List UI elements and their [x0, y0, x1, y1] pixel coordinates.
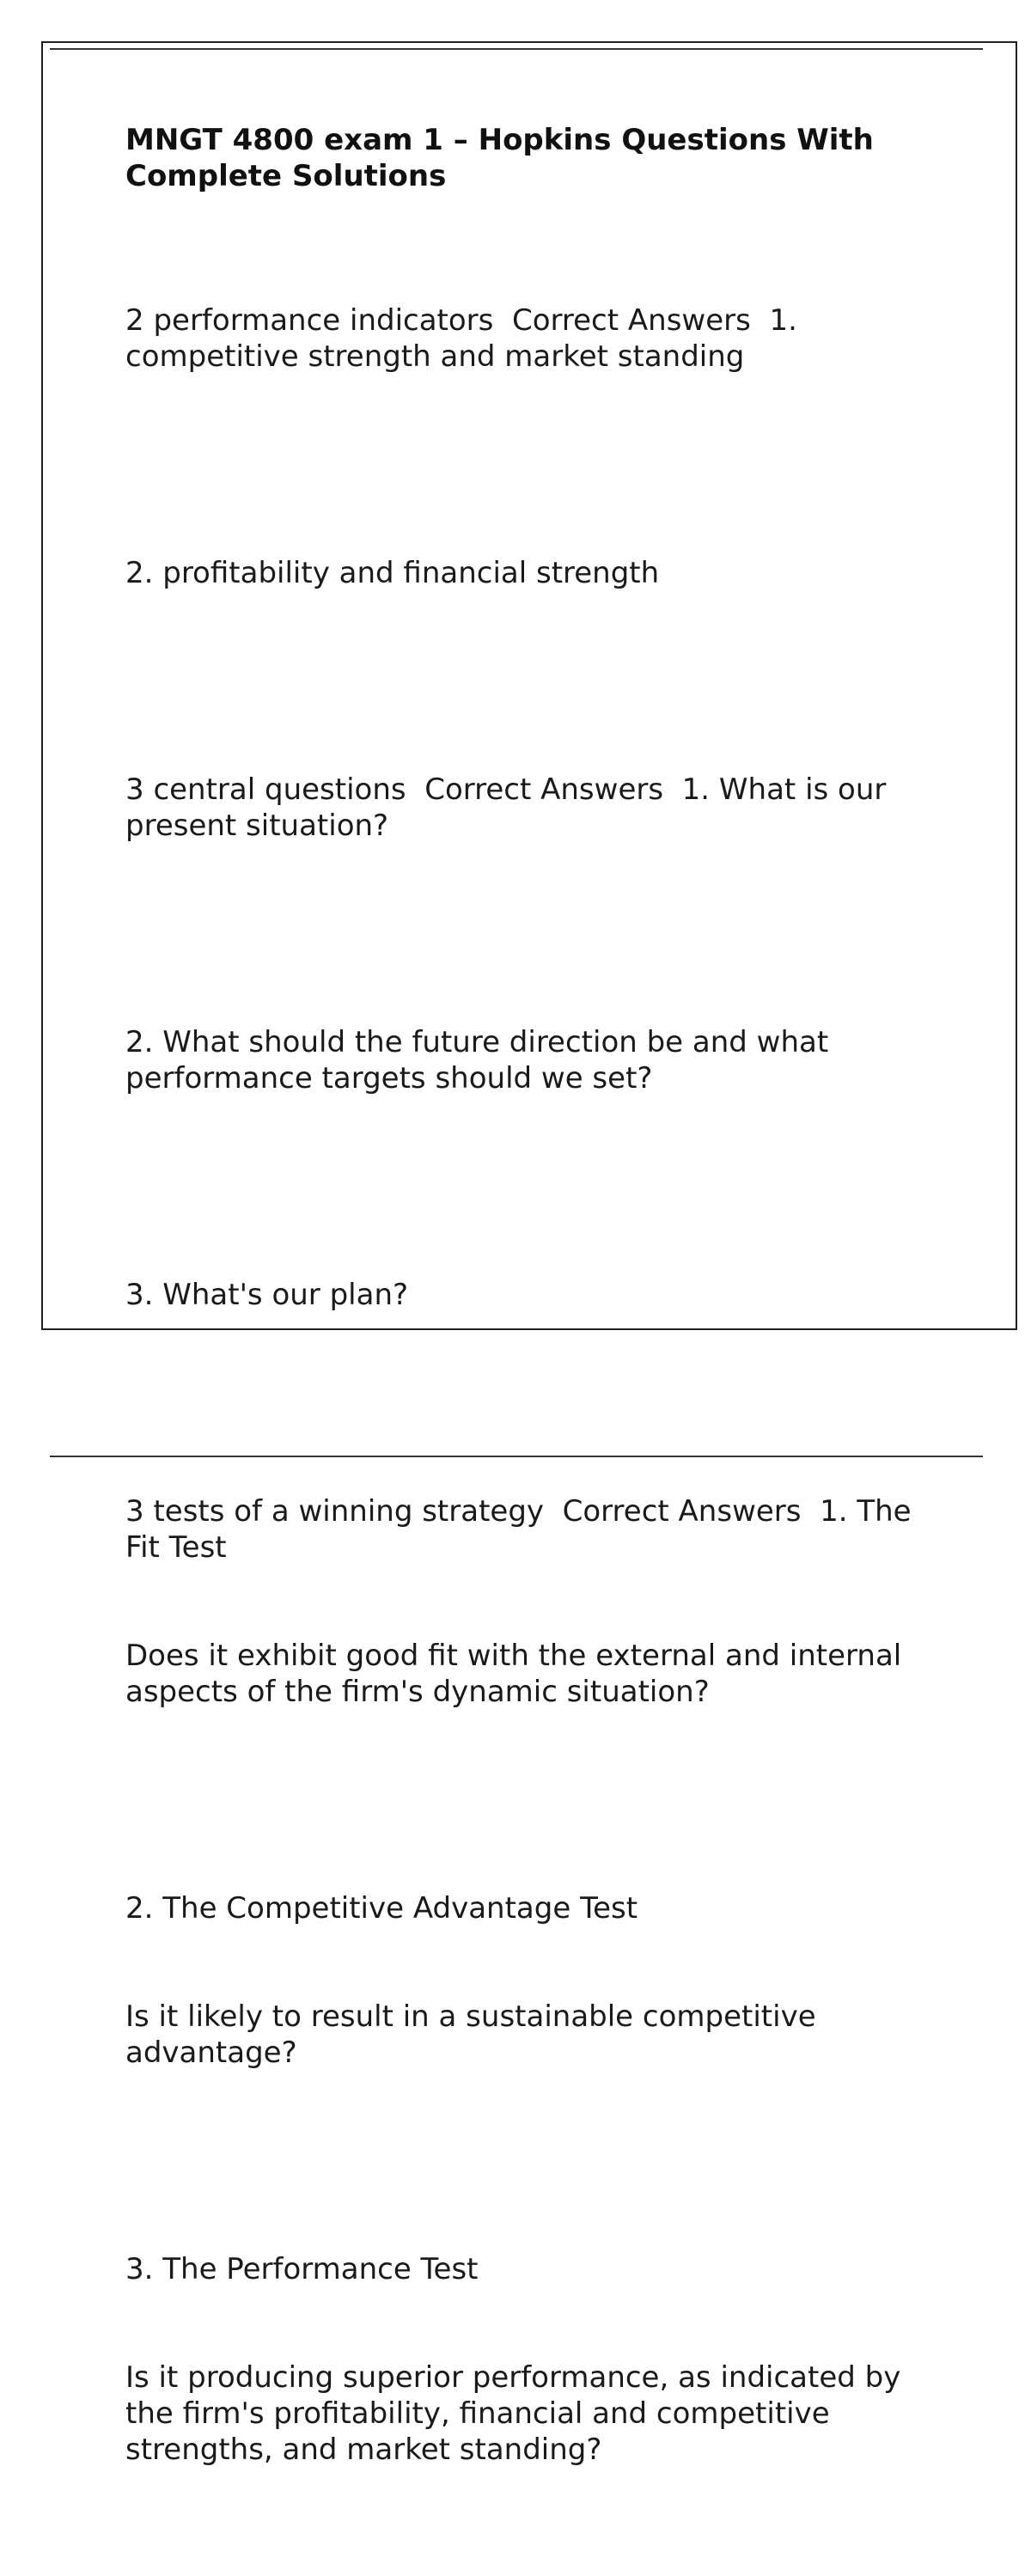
paragraph-line: Does it exhibit good fit with the external and internal aspects of the firm's dynamic situation? — [125, 1639, 912, 1709]
paragraph-line: 3. What's our plan? — [125, 1278, 409, 1312]
paragraph-line: Is it likely to result in a sustainable competitive advantage? — [125, 1999, 826, 2070]
paragraph — [125, 483, 950, 663]
paragraph-line: 3 central questions Correct Answers 1. What is our present situation? — [125, 772, 896, 843]
paragraph-line: 3. The Performance Test — [125, 2252, 479, 2286]
paragraph — [125, 952, 950, 1169]
paragraph-line: 2 performance indicators Correct Answers 1. competitive strength and market standing — [125, 303, 807, 374]
document-body — [125, 122, 950, 2576]
paragraph-line: 3 tests of a winning strategy Correct Answers 1. The Fit Test — [125, 1494, 921, 1565]
paragraph — [125, 2179, 950, 2540]
paragraph-line: Is it producing superior performance, as indicated by the firm's profitability, financial and competitive strengths, and market standing? — [125, 2360, 911, 2467]
paragraph-line: 2. The Competitive Advantage Test — [125, 1891, 638, 1926]
paragraph-line: 2. profitability and financial strength — [125, 556, 660, 590]
document-title: MNGT 4800 exam 1 – Hopkins Questions With Complete Solutions — [125, 123, 874, 193]
paragraph-line: 2. What should the future direction be and what performance targets should we set? — [125, 1025, 839, 1096]
paragraph — [125, 1421, 950, 1782]
paragraph — [125, 699, 950, 916]
paragraph — [125, 1205, 950, 1385]
paragraph — [125, 1818, 950, 2143]
top-rule — [50, 48, 983, 50]
paragraph — [125, 230, 950, 447]
